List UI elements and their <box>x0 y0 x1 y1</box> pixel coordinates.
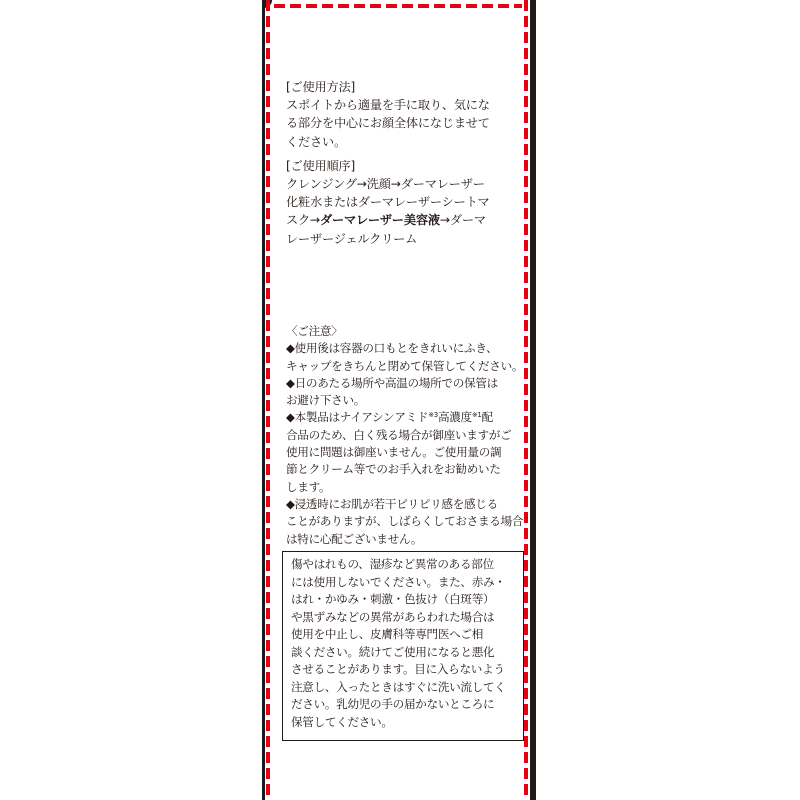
order-line: レーザージェルクリーム <box>286 231 418 246</box>
warning-line: には使用しないでください。また、赤み・ <box>291 574 506 589</box>
warning-line: 注意し、入ったときはすぐに洗い流してく <box>291 679 506 694</box>
panel-edge-right <box>530 0 536 800</box>
caution-line: ◆使用後は容器の口もとをきれいにふき、 <box>286 341 498 356</box>
warning-line: ださい。乳幼児の手の届かないところに <box>291 697 495 711</box>
order-line: 化粧水またはダーマレーザーシートマ <box>286 195 490 210</box>
warning-line: 傷やはれもの、湿疹など異常のある部位 <box>291 557 494 571</box>
caution-text: ◆本製品はナイアシンアミド <box>286 410 429 425</box>
warning-line: させることがあります。目に入らないよう <box>291 662 505 676</box>
caution-line: 合品のため、白く残る場合が御座いますがご <box>286 427 512 442</box>
usage-instructions <box>286 78 518 248</box>
usage-section <box>286 78 518 151</box>
caution-line: 使用に問題は御座いません。ご使用量の調 <box>286 445 502 460</box>
footnote-mark: ※3 <box>428 411 438 420</box>
order-line <box>286 211 518 229</box>
dashed-border-top <box>274 4 522 8</box>
warning-line: 談ください。続けてご使用になると悪化 <box>291 644 495 659</box>
order-text: →ダーマ <box>439 213 486 228</box>
order-heading: [ご使用順序] <box>286 158 356 173</box>
caution-section <box>286 323 524 548</box>
caution-line <box>286 409 518 426</box>
caution-line: キャップをきちんと閉めて保管してください。 <box>286 358 524 373</box>
usage-line: スポイトから適量を手に取り、気にな <box>286 98 490 113</box>
footnote-mark: ※1 <box>471 411 482 420</box>
caution-text: 配 <box>481 410 493 425</box>
warning-box <box>282 551 524 741</box>
dashed-border-left <box>266 0 270 800</box>
order-highlight: ダーマレーザー美容液 <box>320 213 440 228</box>
warning-line: はれ・かゆみ・刺激・色抜け（白斑等） <box>291 592 495 606</box>
warning-line: 使用を中止し、皮膚科等専門医へご相 <box>291 627 483 641</box>
warning-line: 保管してください。 <box>291 714 393 729</box>
caution-line: ことがありますが、しばらくしておさまる場合 <box>286 514 524 529</box>
order-text: スク→ <box>286 213 320 228</box>
warning-line: や黒ずみなどの異常があらわれた場合は <box>291 609 495 624</box>
usage-line: ください。 <box>286 134 346 149</box>
caution-line: は特に心配ございません。 <box>286 531 423 546</box>
caution-line: お避け下さい。 <box>286 393 366 408</box>
usage-heading: [ご使用方法] <box>286 80 356 94</box>
dashed-border-right <box>524 0 528 800</box>
caution-line: ◆浸透時にお肌が若干ピリピリ感を感じる <box>286 496 498 511</box>
caution-line: 節とクリーム等でのお手入れをお勧めいた <box>286 462 501 477</box>
caution-text: 高濃度 <box>437 410 472 425</box>
usage-line: る部分を中心にお顔全体になじませて <box>286 116 490 131</box>
caution-line: ◆日のあたる場所や高温の場所での保管は <box>286 375 498 390</box>
order-line: クレンジング→洗顔→ダーマレーザー <box>286 177 485 192</box>
panel-edge-left <box>262 0 265 800</box>
order-section <box>286 157 518 248</box>
caution-line: します。 <box>286 479 331 494</box>
caution-heading: 〈ご注意〉 <box>286 324 343 338</box>
